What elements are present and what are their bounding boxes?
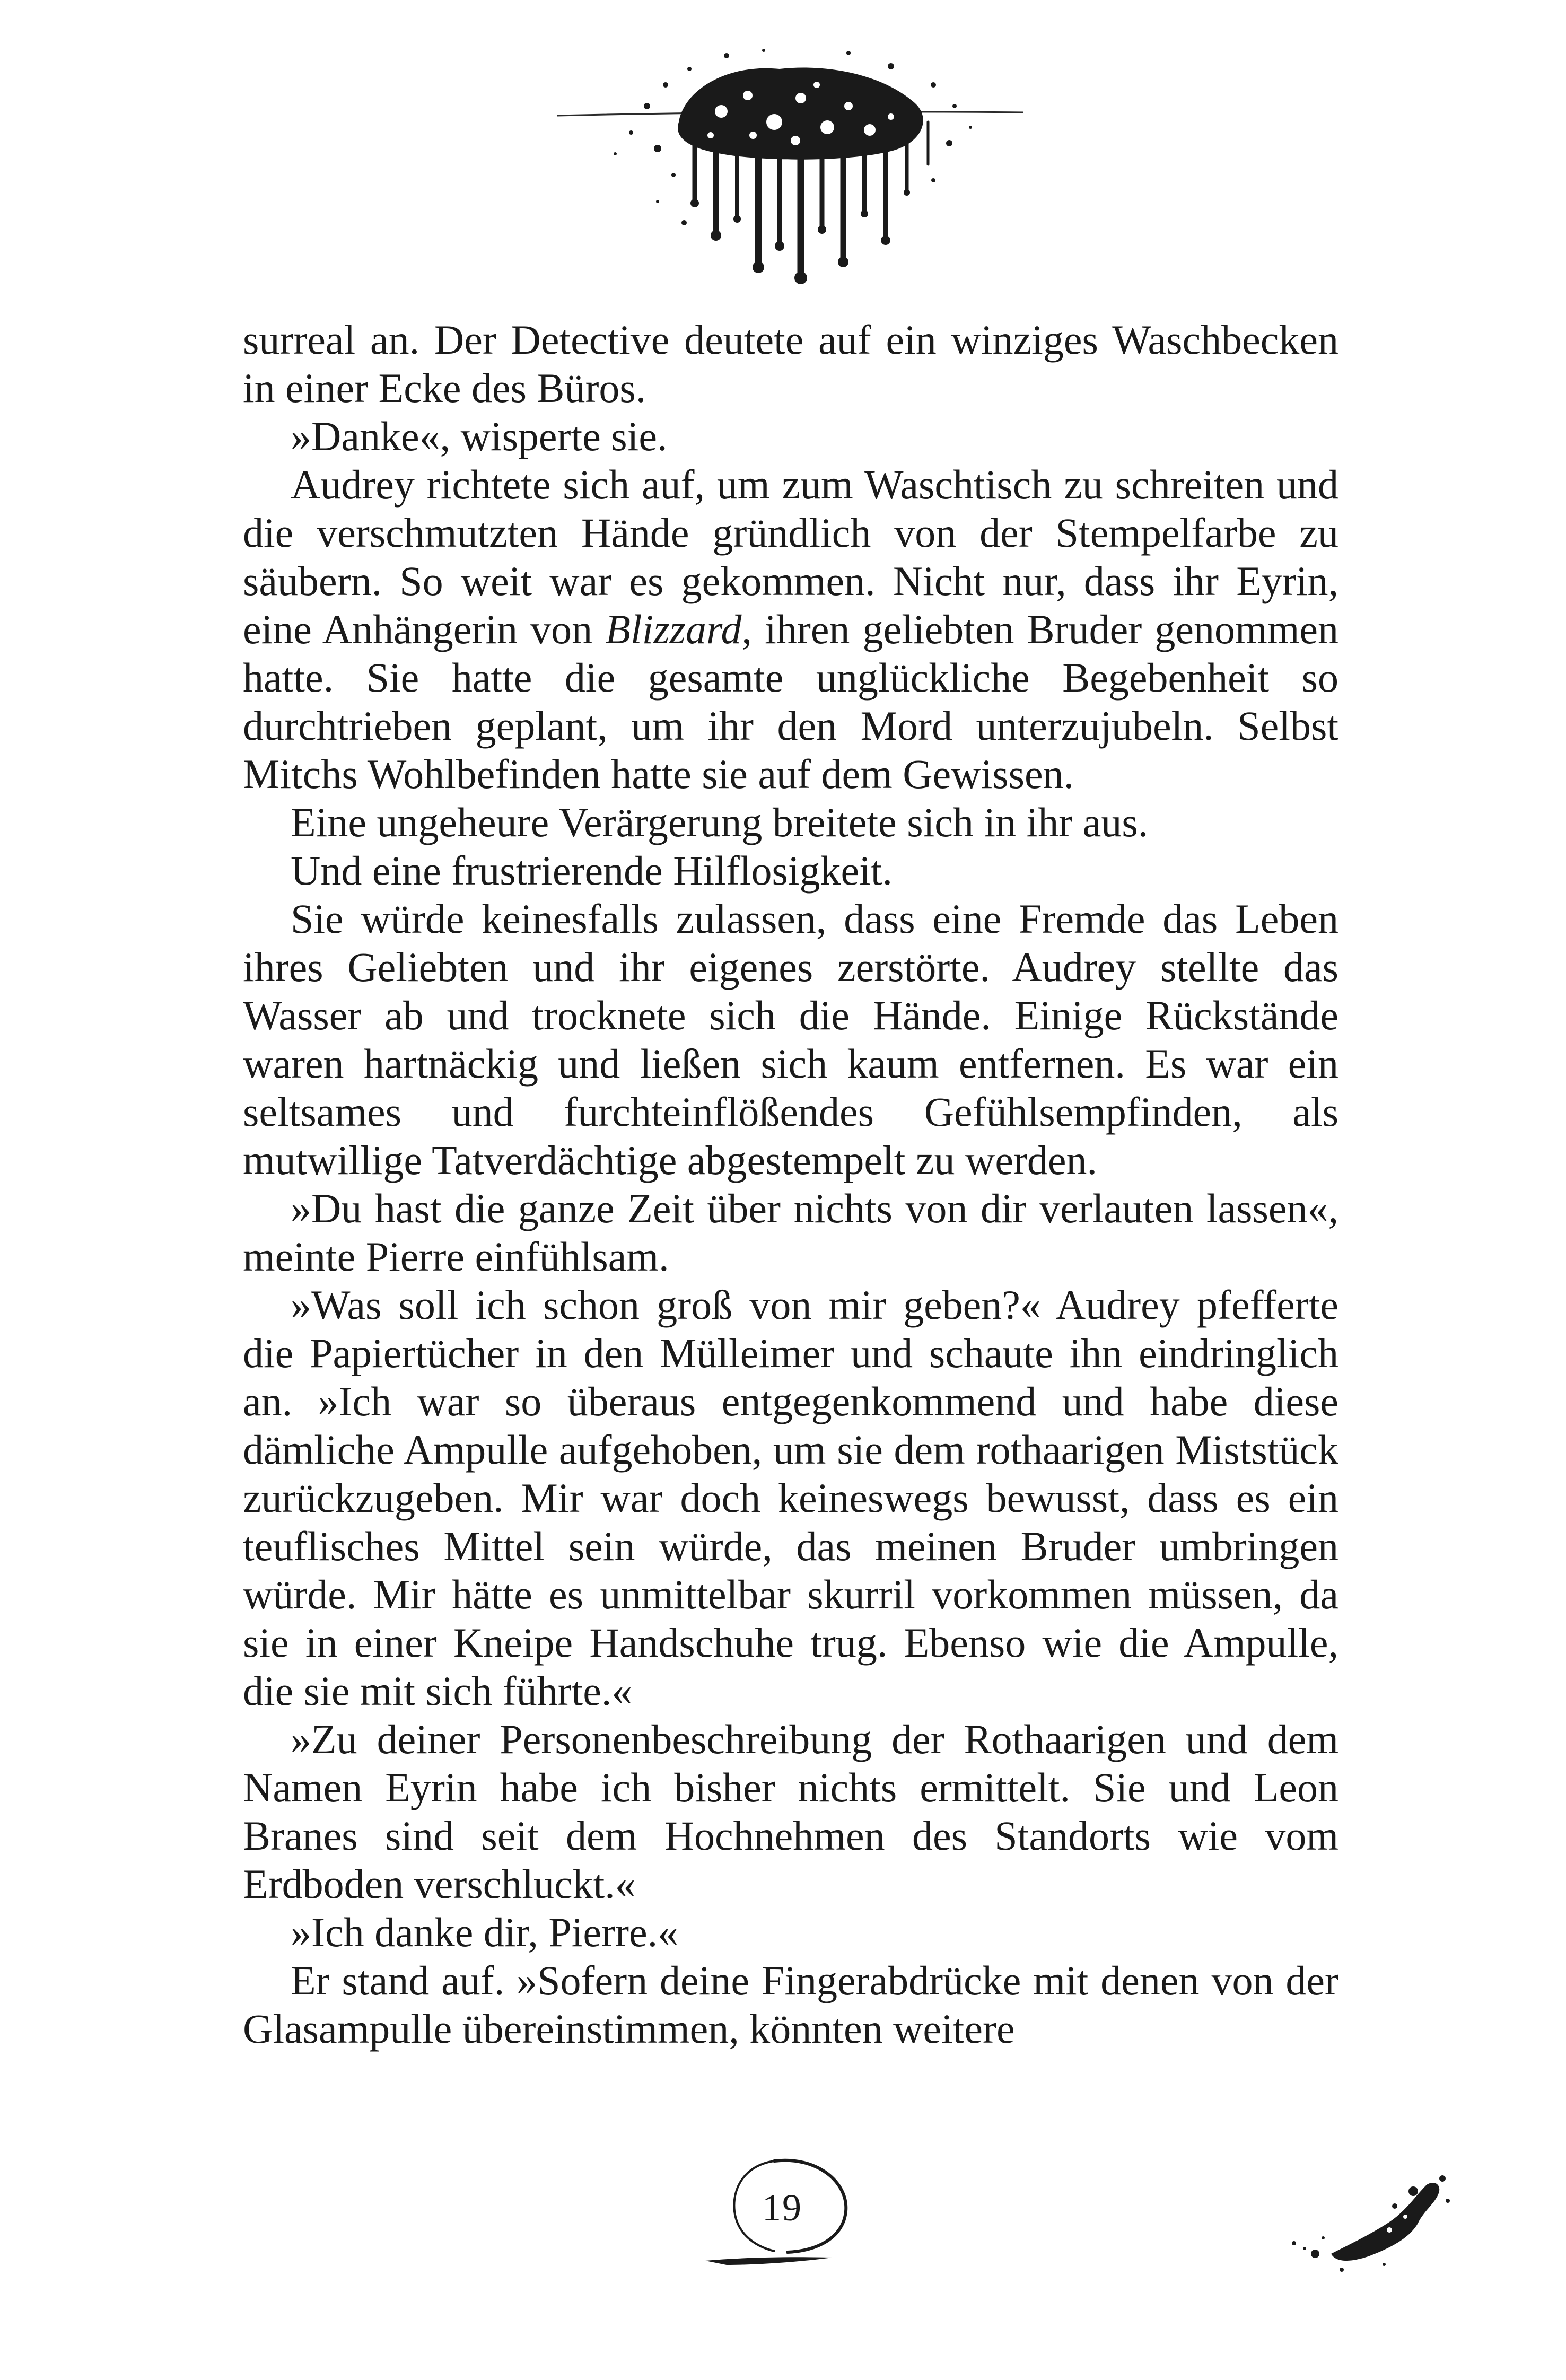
paragraph: »Ich danke dir, Pierre.« — [291, 1909, 679, 1955]
paragraph: Sie würde keinesfalls zulassen, dass eine Fremde das Leben ihres Geliebten und ihr eigenes zerstörte. Audrey stellte das Wasser ab und trocknete sich die Hände. Einige Rückstände waren hartnäckig und ließen sich kaum entfernen. Es war ein seltsames und furchteinflößendes Gefühlsempfinden, als mutwillige Tatverdächtige abgestempelt zu werden. — [243, 896, 1338, 1183]
paragraph — [243, 460, 1338, 798]
paragraph: »Zu deiner Personenbeschreibung der Rothaarigen und dem Namen Eyrin habe ich bisher nichts ermittelt. Sie und Leon Branes sind seit dem Hochnehmen des Standorts wie vom Erdboden verschluckt.« — [243, 1716, 1338, 1907]
paragraph: surreal an. Der Detective deutete auf ein winziges Waschbecken in einer Ecke des Büros. — [243, 317, 1338, 411]
ink-splash-icon — [1283, 2164, 1464, 2280]
paragraph: »Du hast die ganze Zeit über nichts von dir verlauten lassen«, meinte Pierre einfühlsam. — [243, 1185, 1338, 1280]
page-number-badge — [695, 2140, 870, 2278]
ink-splatter-drips-icon — [552, 42, 1029, 286]
paragraph: Eine ungeheure Verärgerung breitete sich in ihr aus. — [291, 799, 1149, 845]
paragraph: Er stand auf. »Sofern deine Fingerabdrücke mit denen von der Glasampulle übereinstimmen, könnten weitere — [243, 1957, 1338, 2052]
paragraph: Und eine frustrierende Hilflosigkeit. — [291, 847, 893, 894]
paragraph: »Danke«, wisperte sie. — [291, 413, 668, 459]
text-run: , ihren geliebten Bruder genommen hatte. Sie hatte die gesamte unglückliche Begebenheit so durchtrieben geplant, um ihr den Mord unterzujubeln. Selbst Mitchs Wohlbefinden hatte sie auf dem Gewissen. — [243, 606, 1338, 797]
paragraph: »Was soll ich schon groß von mir geben?« Audrey pfefferte die Papiertücher in den Mülleimer und schaute ihn eindringlich an. »Ich war so überaus entgegenkommend und habe diese dämliche Ampulle aufgehoben, um sie dem rothaarigen Miststück zurückzugeben. Mir war doch keineswegs bewusst, dass es ein teuflisches Mittel sein würde, das meinen Bruder umbringen würde. Mir hätte es unmittelbar skurril vorkommen müssen, da sie in einer Kneipe Handschuhe trug. Ebenso wie die Ampulle, die sie mit sich führte.« — [243, 1282, 1338, 1714]
page-number: 19 — [762, 2186, 802, 2229]
body-text — [243, 316, 1338, 2053]
text-run: Audrey richtete sich auf, um zum Waschtisch zu schreiten und die verschmutzten Hände gründlich von der Stempelfarbe zu säubern. So weit war es gekommen. Nicht nur, dass ihr Eyrin, eine Anhängerin von — [243, 461, 1338, 652]
title-emphasis: Blizzard — [605, 606, 742, 652]
